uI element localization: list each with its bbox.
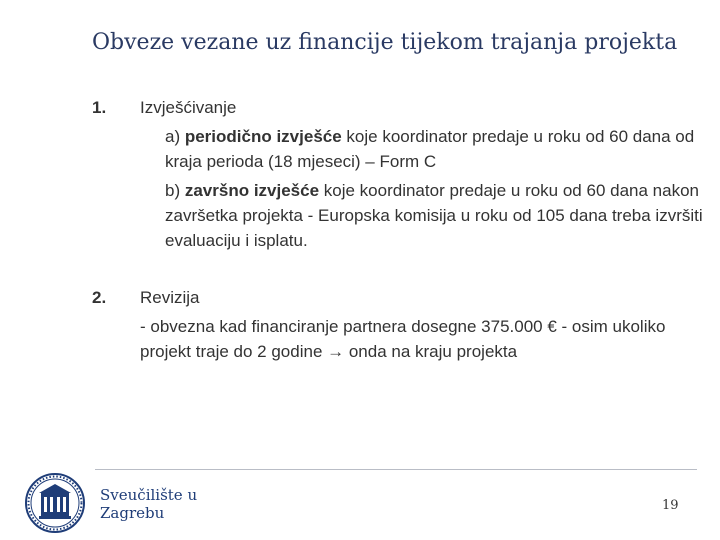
item-number: 1. <box>92 98 107 117</box>
list-item-reporting <box>92 98 712 258</box>
page-number: 19 <box>662 498 679 513</box>
list-item-audit <box>92 288 712 368</box>
sub-item-b <box>165 178 710 253</box>
sub-item-b-prefix: b) <box>165 181 185 200</box>
university-seal-icon <box>24 472 86 534</box>
sub-item-a <box>165 124 710 174</box>
sub-item-b-text: koje koordinator predaje u roku od 60 dana nakon završetka projekta - Europska komisija u roku od 105 dana treba izvršiti evaluaciju i isplatu. <box>165 181 703 250</box>
university-name-line2: Zagrebu <box>100 504 165 522</box>
item-number: 2. <box>92 288 107 307</box>
sub-item-a-prefix: a) <box>165 127 185 146</box>
item-heading: Izvješćivanje <box>140 98 237 117</box>
sub-item-a-bold: periodično izvješće <box>184 127 342 146</box>
item-heading: Revizija <box>140 288 200 307</box>
item-body: - obvezna kad financiranje partnera dosegne 375.000 € - osim ukoliko projekt traje do 2 godine → onda na kraju projekta <box>140 317 666 361</box>
footer-divider <box>95 469 697 470</box>
slide-title: Obveze vezane uz financije tijekom trajanja projekta <box>92 30 678 55</box>
university-name <box>100 486 197 522</box>
sub-item-b-bold: završno izvješće <box>184 181 320 200</box>
university-name-line1: Sveučilište u <box>100 486 198 504</box>
sub-item-a-text: koje koordinator predaje u roku od 60 dana od kraja perioda (18 mjeseci) – Form C <box>165 127 695 171</box>
